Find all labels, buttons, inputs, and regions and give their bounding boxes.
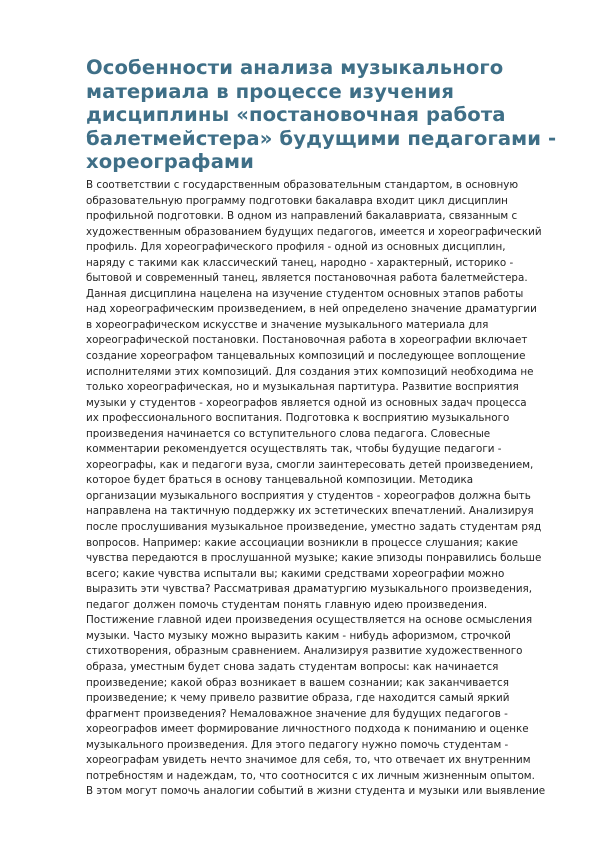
body-line: в хореографическом искусстве и значение музыкального материала для bbox=[86, 318, 489, 331]
body-line: организации музыкального восприятия у студентов - хореографов должна быть bbox=[86, 489, 531, 502]
document-title bbox=[86, 56, 566, 174]
body-line: которое будет браться в основу танцевальной композиции. Методика bbox=[86, 474, 474, 487]
body-line: В этом могут помочь аналогии событий в жизни студента и музыки или выявление bbox=[86, 785, 546, 798]
body-line: профильной подготовки. В одном из направлений бакалавриата, связанным с bbox=[86, 210, 518, 223]
body-line: потребностям и надеждам, то, что соотносится с их личным жизненным опытом. bbox=[86, 769, 535, 782]
body-line: хореографам увидеть нечто значимое для себя, то, что отвечает их внутренним bbox=[86, 754, 531, 767]
body-line: комментарии рекомендуется осуществлять так, чтобы будущие педагоги - bbox=[86, 443, 502, 456]
body-line: педагог должен помочь студентам понять главную идею произведения. bbox=[86, 598, 488, 611]
body-line: только хореографическая, но и музыкальная партитура. Развитие восприятия bbox=[86, 381, 519, 394]
body-line: вопросов. Например: какие ассоциации возникли в процессе слушания; какие bbox=[86, 536, 518, 549]
body-line: Постижение главной идеи произведения осуществляется на основе осмысления bbox=[86, 614, 533, 627]
body-line: музыки у студентов - хореографов является одной из основных задач процесса bbox=[86, 396, 527, 409]
title-line: материала в процессе изучения bbox=[86, 79, 455, 103]
body-line: произведения начинается со вступительного слова педагога. Словесные bbox=[86, 427, 491, 440]
title-line: дисциплины «постановочная работа bbox=[86, 103, 506, 127]
body-line: исполнителями этих композиций. Для создания этих композиций необходима не bbox=[86, 365, 534, 378]
body-line: чувства передаются в прослушанной музыке; какие эпизоды понравились больше bbox=[86, 552, 542, 565]
body-line: выразить эти чувства? Рассматривая драматургию музыкального произведения, bbox=[86, 583, 533, 596]
body-line: художественным образованием будущих педагогов, имеется и хореографический bbox=[86, 225, 542, 238]
title-line: хореографами bbox=[86, 150, 254, 174]
body-line: фрагмент произведения? Немаловажное значение для будущих педагогов - bbox=[86, 707, 508, 720]
body-line: их профессионального воспитания. Подготовка к восприятию музыкального bbox=[86, 412, 510, 425]
body-line: наряду с такими как классический танец, народно - характерный, историко - bbox=[86, 256, 514, 269]
body-line: стихотворения, образным сравнением. Анализируя развитие художественного bbox=[86, 645, 523, 658]
body-line: образовательную программу подготовки бакалавра входит цикл дисциплин bbox=[86, 194, 508, 207]
body-line: В соответствии с государственным образовательным стандартом, в основную bbox=[86, 179, 519, 191]
body-line: над хореографическим произведением, в ней определено значение драматургии bbox=[86, 303, 537, 316]
body-line: хореографической постановки. Постановочная работа в хореографии включает bbox=[86, 334, 528, 347]
body-line: всего; какие чувства испытали вы; какими средствами хореографии можно bbox=[86, 567, 505, 580]
body-line: бытовой и современный танец, является постановочная работа балетмейстера. bbox=[86, 272, 528, 285]
body-line: создание хореографом танцевальных композиций и последующее воплощение bbox=[86, 350, 526, 363]
body-line: хореографов имеет формирование личностного подхода к пониманию и оценке bbox=[86, 723, 529, 736]
body-line: профиль. Для хореографического профиля - одной из основных дисциплин, bbox=[86, 241, 506, 254]
body-line: хореографы, как и педагоги вуза, смогли заинтересовать детей произведением, bbox=[86, 458, 534, 471]
body-line: музыки. Часто музыку можно выразить каким - нибудь афоризмом, строчкой bbox=[86, 629, 511, 642]
title-line: Особенности анализа музыкального bbox=[86, 56, 504, 79]
body-line: направлена на тактичную поддержку их эстетических впечатлений. Анализируя bbox=[86, 505, 534, 518]
title-line: балетмейстера» будущими педагогами - bbox=[86, 126, 557, 150]
body-line: после прослушивания музыкальное произведение, уместно задать студентам ряд bbox=[86, 521, 542, 534]
body-line: Данная дисциплина нацелена на изучение студентом основных этапов работы bbox=[86, 287, 524, 300]
body-line: образа, уместным будет снова задать студентам вопросы: как начинается bbox=[86, 660, 499, 673]
body-line: музыкального произведения. Для этого педагогу нужно помочь студентам - bbox=[86, 738, 509, 751]
body-line: произведение; к чему привело развитие образа, где находится самый яркий bbox=[86, 692, 510, 705]
body-paragraph bbox=[86, 178, 566, 800]
body-line: произведение; какой образ возникает в вашем сознании; как заканчивается bbox=[86, 676, 509, 689]
